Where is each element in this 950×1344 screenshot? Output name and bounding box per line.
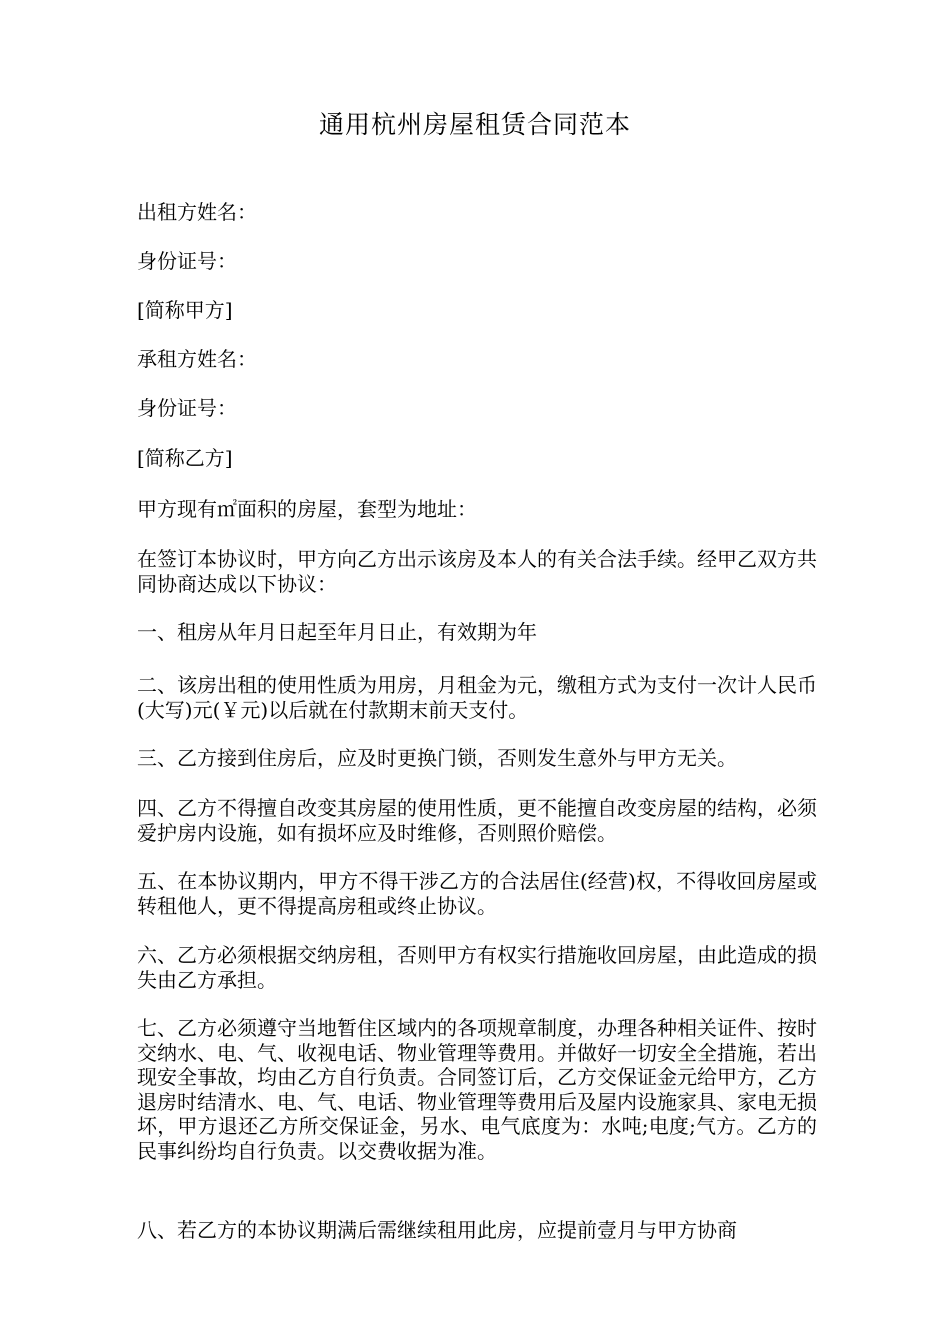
clause-8: 八、若乙方的本协议期满后需继续租用此房，应提前壹月与甲方协商 [137,1218,737,1242]
lessee-id-field: 身份证号： [137,396,237,420]
clause-6: 六、乙方必须根据交纳房租，否则甲方有权实行措施收回房屋，由此造成的损失由乙方承担。 [137,943,817,992]
lessee-name-field: 承租方姓名： [137,347,257,371]
party-b-label: [简称乙方] [137,446,233,470]
lessor-name-field: 出租方姓名： [137,200,257,224]
clause-5: 五、在本协议期内，甲方不得干涉乙方的合法居住(经营)权，不得收回房屋或转租他人，更不得提高房租或终止协议。 [137,869,817,918]
clause-1: 一、租房从年月日起至年月日止，有效期为年 [137,620,537,644]
document-title: 通用杭州房屋租赁合同范本 [318,110,631,139]
agreement-preamble: 在签订本协议时，甲方向乙方出示该房及本人的有关合法手续。经甲乙双方共同协商达成以下协议： [137,547,817,596]
property-description: 甲方现有㎡面积的房屋，套型为地址： [137,497,477,521]
party-a-label: [简称甲方] [137,298,233,322]
clause-4: 四、乙方不得擅自改变其房屋的使用性质，更不能擅自改变房屋的结构，必须爱护房内设施，如有损坏应及时维修，否则照价赔偿。 [137,796,817,845]
clause-7: 七、乙方必须遵守当地暂住区域内的各项规章制度，办理各种相关证件、按时交纳水、电、气、收视电话、物业管理等费用。并做好一切安全全措施，若出现安全事故，均由乙方自行负责。合同签订后，乙方交保证金元给甲方，乙方退房时结清水、电、气、电话、物业管理等费用后及屋内设施家具、家电无损坏，甲方退还乙方所交保证金，另水、电气底度为：水吨;电度;气方。乙方的民事纠纷均自行负责。以交费收据为准。 [137,1016,817,1163]
clause-2: 二、该房出租的使用性质为用房，月租金为元，缴租方式为支付一次计人民币(大写)元(￥元)以后就在付款期末前天支付。 [137,673,817,722]
lessor-id-field: 身份证号： [137,249,237,273]
clause-3: 三、乙方接到住房后，应及时更换门锁，否则发生意外与甲方无关。 [137,746,737,770]
